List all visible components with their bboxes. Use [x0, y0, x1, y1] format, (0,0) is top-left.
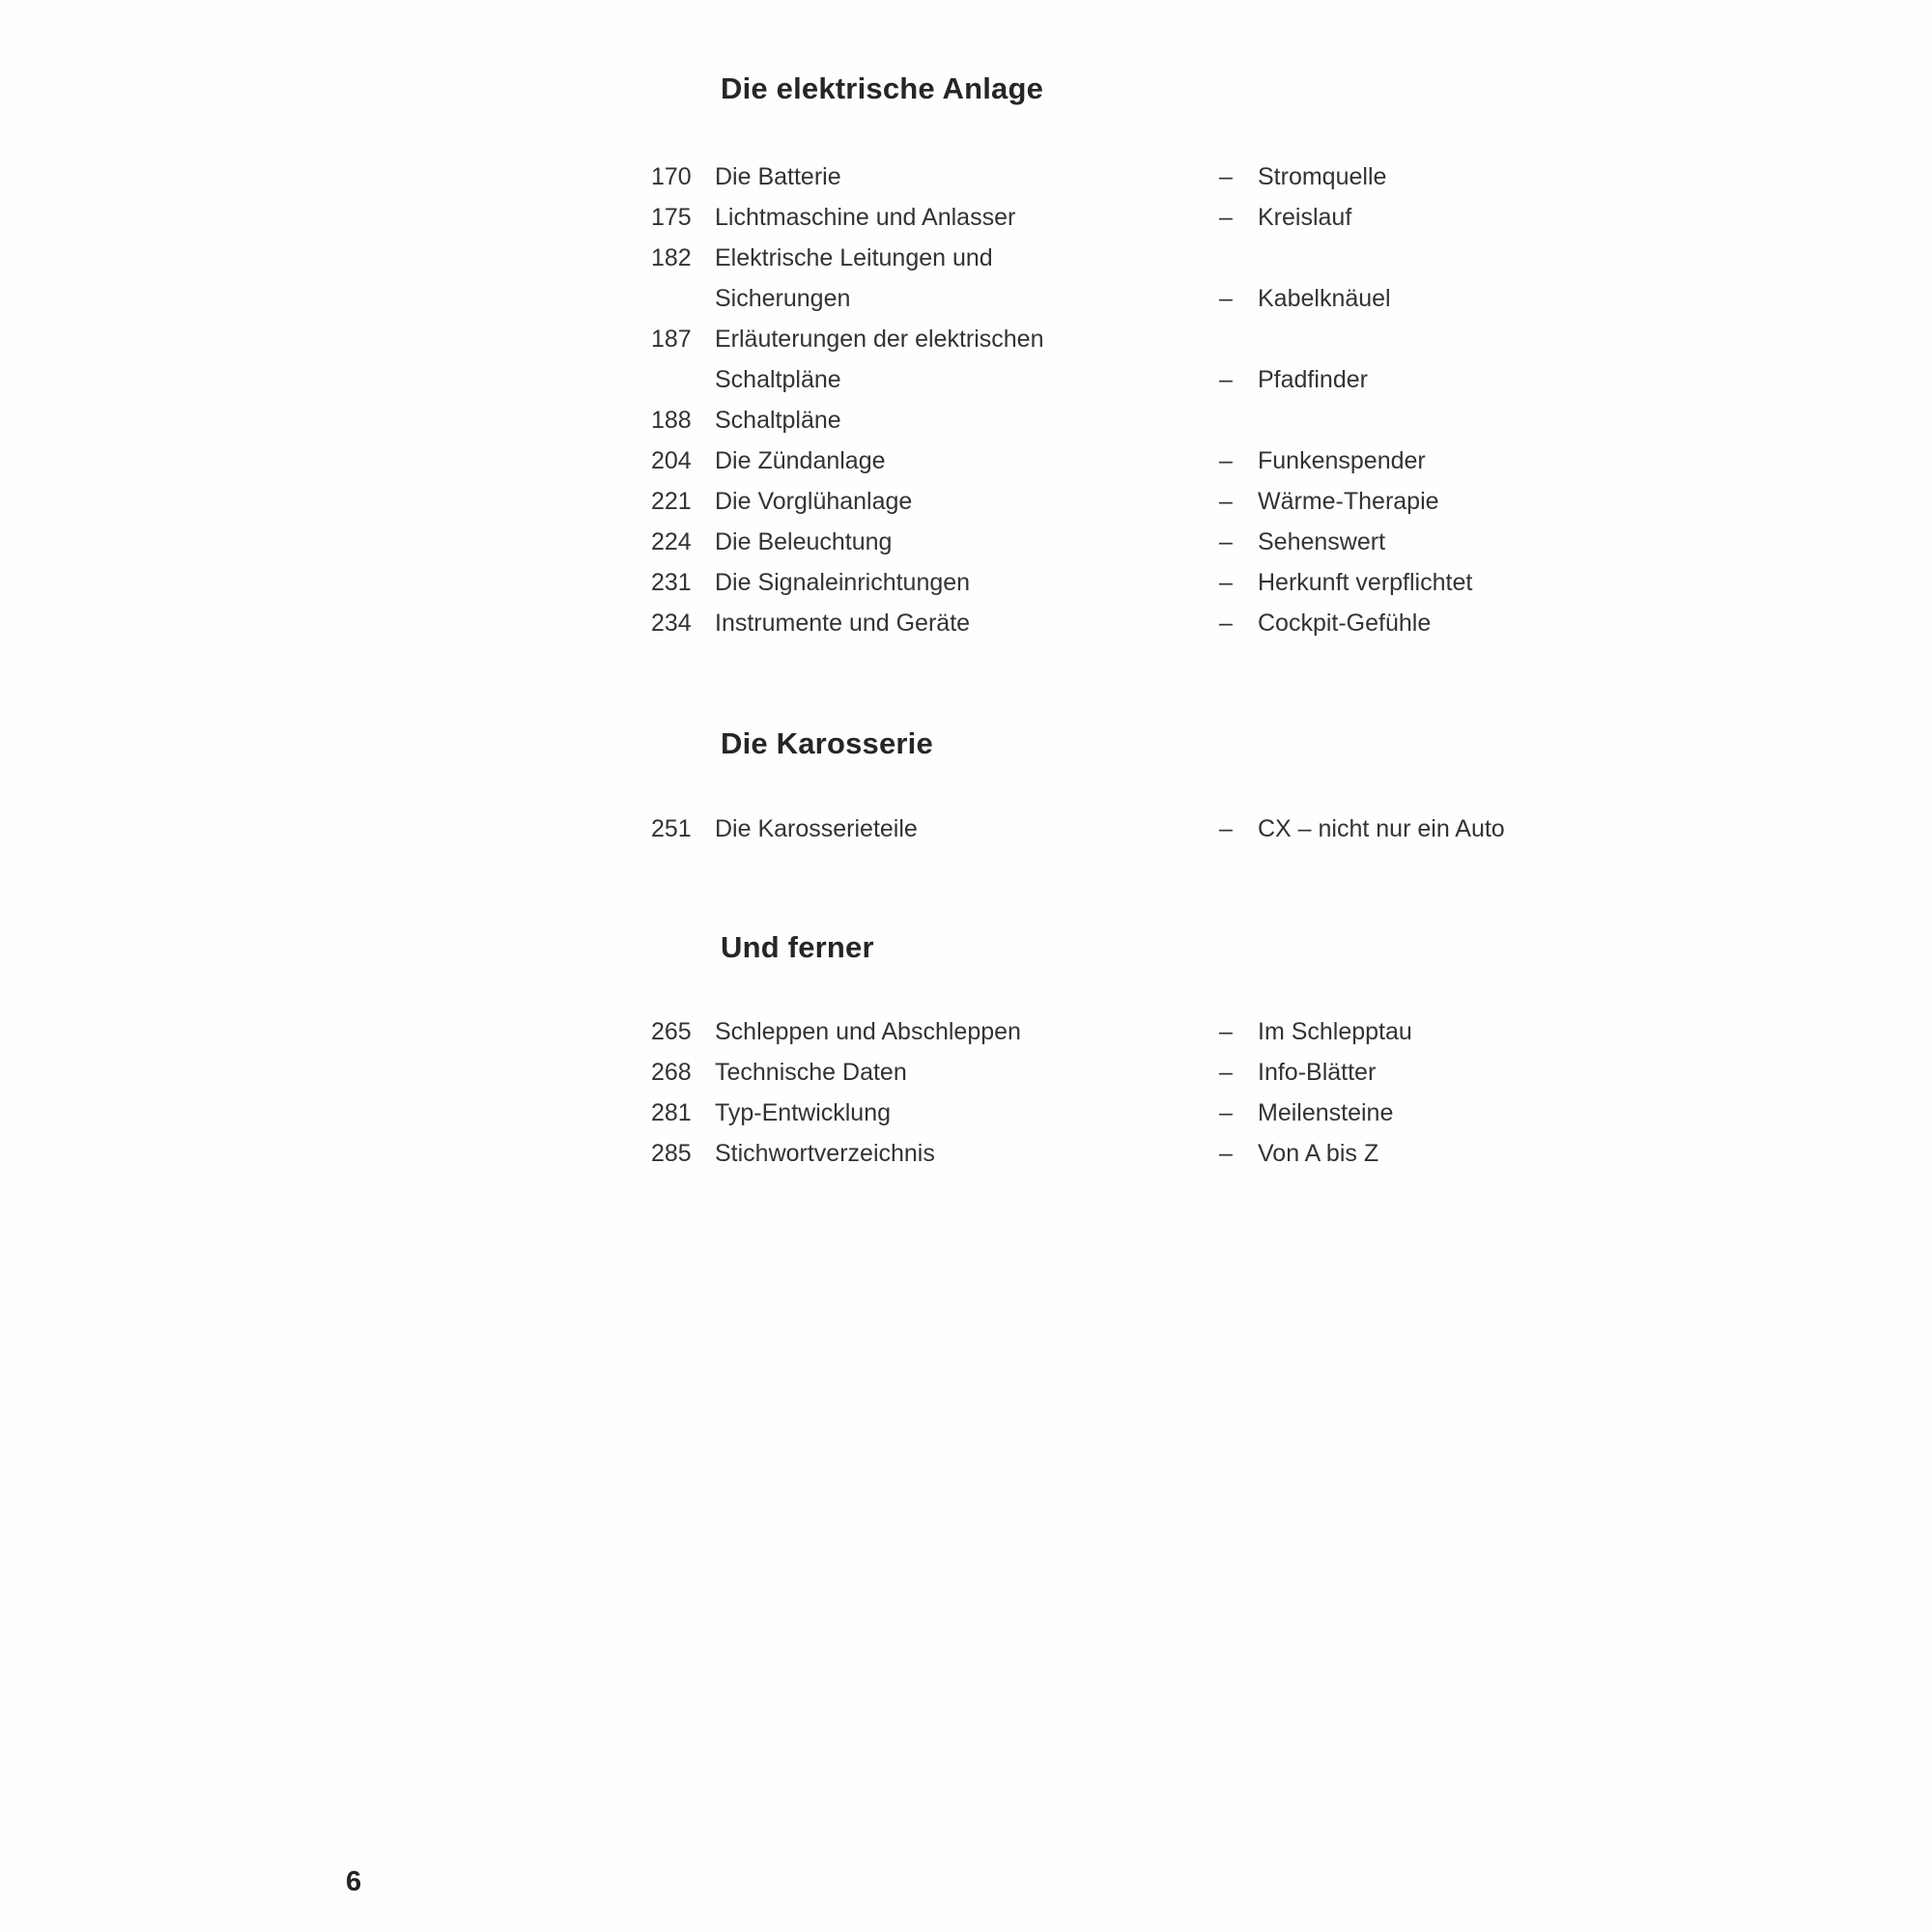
page-ref: 182 [651, 244, 692, 271]
toc-entry [0, 1011, 1932, 1052]
entry-title: Instrumente und Geräte [715, 610, 971, 637]
entry-subtitle: Kreislauf [1258, 204, 1352, 231]
entry-subtitle: Von A bis Z [1258, 1140, 1379, 1167]
entry-title: Die Zündanlage [715, 447, 886, 474]
entry-title: Technische Daten [715, 1059, 907, 1086]
section-title: Die elektrische Anlage [721, 71, 1044, 105]
entry-dash: – [1219, 366, 1233, 393]
page-ref: 187 [651, 326, 692, 353]
entry-subtitle: Info-Blätter [1258, 1059, 1377, 1086]
entry-dash: – [1219, 815, 1233, 842]
toc-list [0, 809, 1932, 849]
page-number: 6 [346, 1866, 362, 1897]
page-ref: 231 [651, 569, 692, 596]
entry-title: Elektrische Leitungen und [715, 244, 993, 271]
toc-entry [0, 562, 1932, 603]
entry-title: Schaltpläne [715, 407, 841, 434]
page-ref: 188 [651, 407, 692, 434]
entry-dash: – [1219, 528, 1233, 555]
entry-title: Die Karosserieteile [715, 815, 918, 842]
toc-entry [0, 603, 1932, 643]
toc-entry [0, 400, 1932, 440]
entry-title: Die Signaleinrichtungen [715, 569, 971, 596]
toc-entry [0, 197, 1932, 238]
entry-subtitle: Meilensteine [1258, 1099, 1394, 1126]
entry-subtitle: Funkenspender [1258, 447, 1426, 474]
page-ref: 204 [651, 447, 692, 474]
page-ref: 285 [651, 1140, 692, 1167]
entry-subtitle: Stromquelle [1258, 163, 1387, 190]
entry-subtitle: Sehenswert [1258, 528, 1386, 555]
page-ref: 265 [651, 1018, 692, 1045]
entry-dash: – [1219, 447, 1233, 474]
entry-dash: – [1219, 204, 1233, 231]
toc-entry [0, 1133, 1932, 1174]
entry-title: Lichtmaschine und Anlasser [715, 204, 1016, 231]
toc-entry [0, 440, 1932, 481]
toc-entry-continuation [0, 278, 1932, 319]
page-ref: 234 [651, 610, 692, 637]
toc-entry-continuation [0, 359, 1932, 400]
entry-title: Schleppen und Abschleppen [715, 1018, 1021, 1045]
entry-dash: – [1219, 1099, 1233, 1126]
entry-dash: – [1219, 1059, 1233, 1086]
entry-subtitle: Kabelknäuel [1258, 285, 1391, 312]
toc-entry [0, 1093, 1932, 1133]
entry-title: Erläuterungen der elektrischen [715, 326, 1044, 353]
toc-entry [0, 481, 1932, 522]
page-ref: 251 [651, 815, 692, 842]
toc-entry [0, 319, 1932, 359]
entry-dash: – [1219, 285, 1233, 312]
toc-list [0, 156, 1932, 643]
toc-entry [0, 1052, 1932, 1093]
entry-subtitle: Wärme-Therapie [1258, 488, 1439, 515]
entry-dash: – [1219, 1018, 1233, 1045]
entry-subtitle: Im Schlepptau [1258, 1018, 1412, 1045]
page-ref: 224 [651, 528, 692, 555]
page-ref: 281 [651, 1099, 692, 1126]
toc-entry [0, 238, 1932, 278]
entry-title: Stichwortverzeichnis [715, 1140, 935, 1167]
toc-entry [0, 156, 1932, 197]
entry-title: Die Beleuchtung [715, 528, 893, 555]
entry-title-line2: Sicherungen [715, 285, 851, 312]
section-title: Die Karosserie [721, 726, 933, 760]
entry-dash: – [1219, 163, 1233, 190]
section-title: Und ferner [721, 930, 874, 964]
page-ref: 175 [651, 204, 692, 231]
entry-subtitle: CX – nicht nur ein Auto [1258, 815, 1505, 842]
entry-subtitle: Herkunft verpflichtet [1258, 569, 1473, 596]
page-ref: 221 [651, 488, 692, 515]
entry-dash: – [1219, 569, 1233, 596]
page-ref: 268 [651, 1059, 692, 1086]
entry-dash: – [1219, 488, 1233, 515]
entry-title: Die Vorglühanlage [715, 488, 913, 515]
entry-subtitle: Pfadfinder [1258, 366, 1368, 393]
entry-title: Die Batterie [715, 163, 841, 190]
entry-title: Typ-Entwicklung [715, 1099, 892, 1126]
entry-dash: – [1219, 1140, 1233, 1167]
toc-entry [0, 522, 1932, 562]
page-ref: 170 [651, 163, 692, 190]
entry-subtitle: Cockpit-Gefühle [1258, 610, 1432, 637]
entry-dash: – [1219, 610, 1233, 637]
entry-title-line2: Schaltpläne [715, 366, 841, 393]
toc-entry [0, 809, 1932, 849]
toc-list [0, 1011, 1932, 1174]
